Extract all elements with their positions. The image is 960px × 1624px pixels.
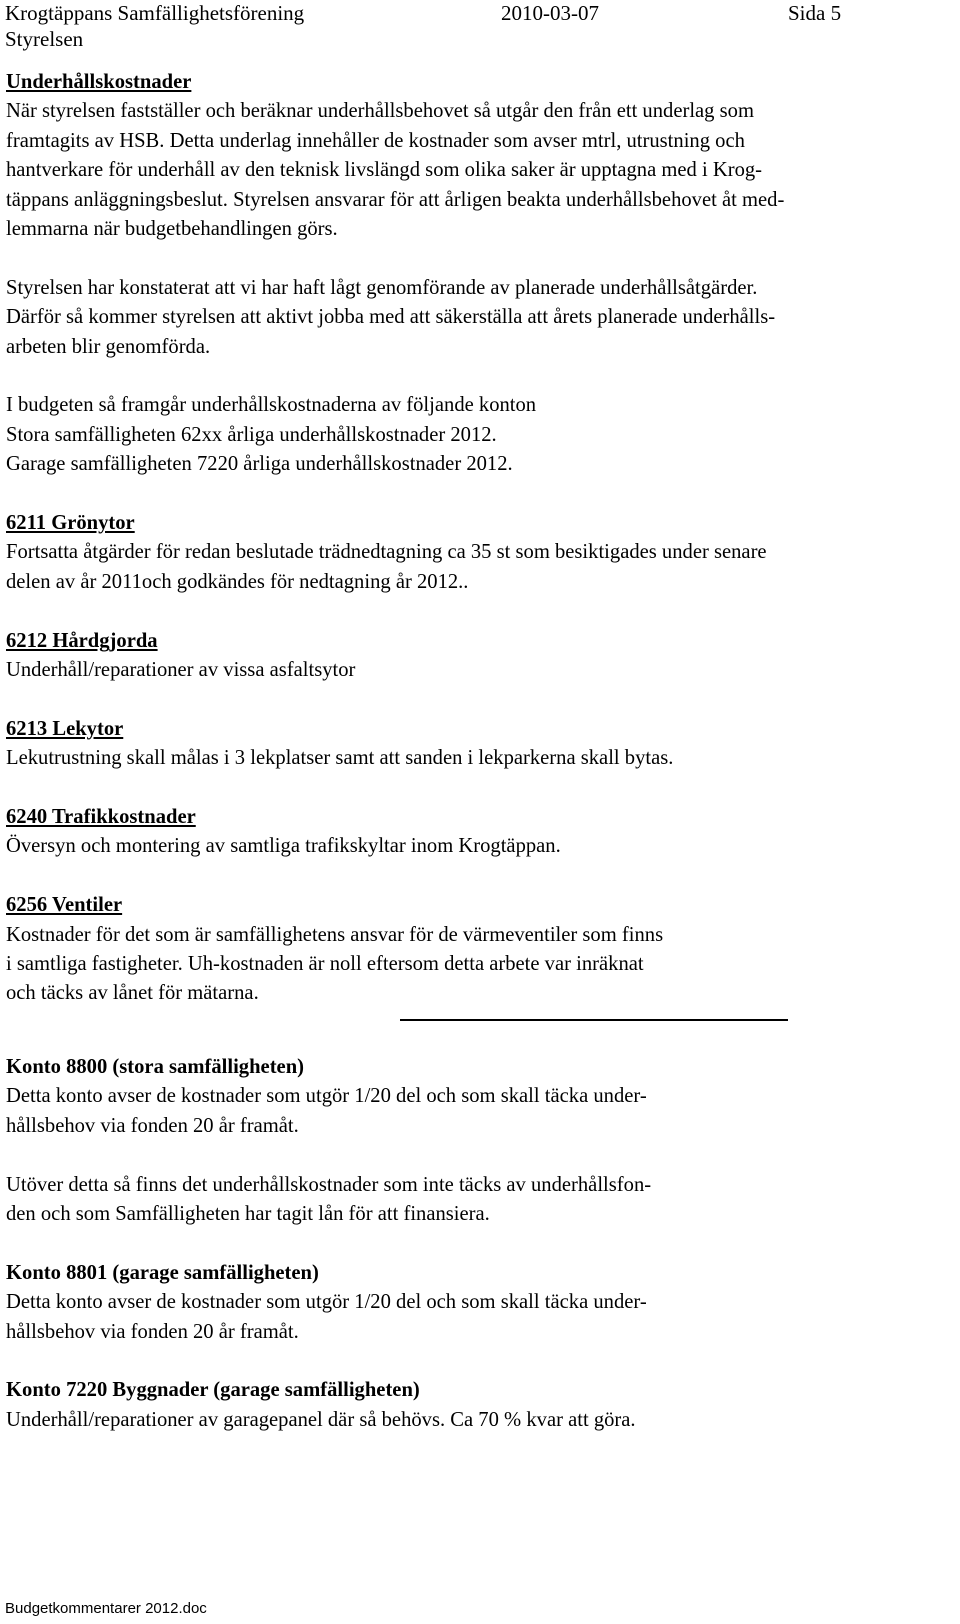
paragraph-gap xyxy=(6,244,946,273)
paragraph-line: hantverkare för underhåll av den teknisk livslängd som olika saker är upptagna med i Krog- xyxy=(6,159,763,182)
paragraph-gap xyxy=(6,1229,946,1258)
page-footer-filename: Budgetkommentarer 2012.doc xyxy=(5,1600,207,1617)
paragraph-line: Därför så kommer styrelsen att aktivt jobba med att säkerställa att årets planerade underhålls- xyxy=(6,306,776,329)
account-line: i samtliga fastigheter. Uh-kostnaden är noll eftersom detta arbete var inräknat xyxy=(6,953,644,976)
konto-line: Underhåll/reparationer av garagepanel där så behövs. Ca 70 % kvar att göra. xyxy=(6,1408,636,1431)
paragraph-line: täppans anläggningsbeslut. Styrelsen ansvarar för att årligen beakta underhållsbehovet åt med- xyxy=(6,188,785,211)
paragraph-line: I budgeten så framgår underhållskostnaderna av följande konton xyxy=(6,394,537,417)
paragraph-gap xyxy=(6,1347,946,1376)
account-title-6212: 6212 Hårdgjorda xyxy=(6,629,158,652)
konto-line: hållsbehov via fonden 20 år framåt. xyxy=(6,1114,299,1137)
paragraph-line: arbeten blir genomförda. xyxy=(6,335,211,358)
account-title-6211: 6211 Grönytor xyxy=(6,512,135,535)
paragraph-gap xyxy=(6,597,946,626)
paragraph-line: lemmarna när budgetbehandlingen görs. xyxy=(6,218,338,241)
account-line: Underhåll/reparationer av vissa asfaltsytor xyxy=(6,659,356,682)
funds-content xyxy=(6,1053,946,1435)
paragraph-gap xyxy=(6,774,946,803)
konto-line: Utöver detta så finns det underhållskostnader som inte täcks av underhållsfon- xyxy=(6,1173,652,1196)
konto-line: hållsbehov via fonden 20 år framåt. xyxy=(6,1320,299,1343)
header-page-number: Sida 5 xyxy=(788,1,842,25)
section-divider xyxy=(400,1019,788,1021)
account-line: Översyn och montering av samtliga trafikskyltar inom Krogtäppan. xyxy=(6,835,561,858)
header-date: 2010-03-07 xyxy=(501,1,599,25)
konto-7220-title: Konto 7220 Byggnader (garage samfälligheten) xyxy=(6,1379,420,1402)
account-line: och täcks av lånet för mätarna. xyxy=(6,982,259,1005)
paragraph-gap xyxy=(6,862,946,891)
account-title-6256: 6256 Ventiler xyxy=(6,894,123,917)
konto-line: Detta konto avser de kostnader som utgör 1/20 del och som skall täcka under- xyxy=(6,1291,647,1314)
header-subtitle: Styrelsen xyxy=(5,27,84,51)
konto-line: Detta konto avser de kostnader som utgör 1/20 del och som skall täcka under- xyxy=(6,1085,647,1108)
paragraph-line: Garage samfälligheten 7220 årliga underhållskostnader 2012. xyxy=(6,453,513,476)
paragraph-gap xyxy=(6,480,946,509)
account-title-6213: 6213 Lekytor xyxy=(6,717,124,740)
paragraph-gap xyxy=(6,1141,946,1170)
account-line: Fortsatta åtgärder för redan beslutade trädnedtagning ca 35 st som besiktigades under senare xyxy=(6,541,767,564)
paragraph-gap xyxy=(6,685,946,714)
paragraph-line: När styrelsen fastställer och beräknar underhållsbehovet så utgår den från ett underlag som xyxy=(6,100,754,123)
account-line: Kostnader för det som är samfällighetens ansvar för de värmeventiler som finns xyxy=(6,923,664,946)
main-content xyxy=(6,68,946,1009)
section-title: Underhållskostnader xyxy=(6,71,192,93)
account-line: delen av år 2011och godkändes för nedtagning år 2012.. xyxy=(6,570,469,593)
header-row xyxy=(5,0,950,26)
paragraph-line: Styrelsen har konstaterat att vi har haft lågt genomförande av planerade underhållsåtgärder. xyxy=(6,276,758,299)
page-header xyxy=(5,0,950,52)
paragraph-line: framtagits av HSB. Detta underlag innehåller de kostnader som avser mtrl, utrustning och xyxy=(6,129,745,152)
header-organization: Krogtäppans Samfällighetsförening xyxy=(5,1,305,25)
account-line: Lekutrustning skall målas i 3 lekplatser samt att sanden i lekparkerna skall bytas. xyxy=(6,747,674,770)
paragraph-line: Stora samfälligheten 62xx årliga underhållskostnader 2012. xyxy=(6,423,497,446)
konto-8800-title: Konto 8800 (stora samfälligheten) xyxy=(6,1056,305,1078)
konto-line: den och som Samfälligheten har tagit lån för att finansiera. xyxy=(6,1203,490,1226)
paragraph-gap xyxy=(6,362,946,391)
konto-8801-title: Konto 8801 (garage samfälligheten) xyxy=(6,1261,319,1284)
account-title-6240: 6240 Trafikkostnader xyxy=(6,806,196,829)
